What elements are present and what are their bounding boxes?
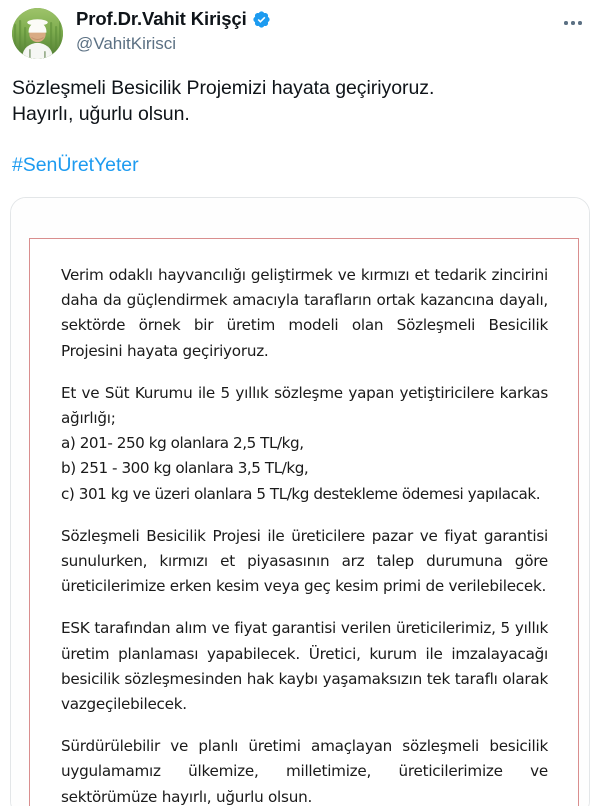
tweet-text-line-2: Hayırlı, uğurlu olsun. — [12, 102, 190, 125]
document-paragraph-5: Sürdürülebilir ve planlı üretimi amaçlayan sözleşmeli besicilik uygulamamız ülkemize, milletimize, üreticilerimize ve sektörümüze hayırlı, uğurlu olsun. — [61, 737, 548, 806]
document-list-item-c: c) 301 kg ve üzeri olanlara 5 TL/kg destekleme ödemesi yapılacak. — [61, 484, 541, 503]
document-paragraph-4: ESK tarafından alım ve fiyat garantisi verilen üreticilerimiz, 5 yıllık üretim planlaması yapabilecek. Üretici, kurum ile imzalayacağı besicilik sözleşmesinden hak kaybı yaşamaksızın tek taraflı olarak vazgeçilebilecek. — [61, 619, 548, 714]
document-paragraph-3: Sözleşmeli Besicilik Projesi ile üreticilere pazar ve fiyat garantisi sunulurken, kırmızı et piyasasının arz talep durumuna göre üreticilerimize erken kesim veya geç kesim primi de verilebilecek. — [61, 526, 548, 596]
avatar-image — [12, 8, 63, 59]
hashtag-link[interactable]: #SenÜretYeter — [12, 153, 139, 176]
tweet-text-line-1: Sözleşmeli Besicilik Projemizi hayata geçiriyoruz. — [12, 77, 435, 99]
author-name-row — [76, 10, 271, 29]
more-dot — [564, 21, 568, 25]
tweet-header — [0, 0, 600, 62]
document-sheet — [11, 198, 590, 806]
more-dot — [571, 21, 575, 25]
document-text-body — [30, 239, 578, 806]
tweet-hashtag-line — [12, 153, 588, 179]
text-spacer — [12, 127, 588, 153]
document-list-item-a: a) 201- 250 kg olanlara 2,5 TL/kg, — [61, 434, 304, 453]
verified-badge-icon — [252, 10, 271, 29]
author-identity — [76, 8, 271, 54]
display-name[interactable]: Prof.Dr.Vahit Kirişçi — [76, 8, 247, 30]
document-red-border-frame — [29, 238, 579, 806]
embedded-media-card[interactable] — [10, 197, 590, 806]
document-list-item-b: b) 251 - 300 kg olanlara 3,5 TL/kg, — [61, 459, 309, 478]
more-dot — [578, 21, 582, 25]
avatar[interactable] — [12, 8, 63, 59]
document-paragraph-1: Verim odaklı hayvancılığı geliştirmek ve kırmızı et tedarik zincirini daha da güçlendirmek amacıyla tarafların ortak kazancına dayalı, sektörde örnek bir üretim modeli olan Sözleşmeli Besicilik Projesini hayata geçiriyoruz. — [61, 266, 548, 360]
document-list-lead: Et ve Süt Kurumu ile 5 yıllık sözleşme yapan yetiştiricilere karkas ağırlığı; — [61, 383, 548, 428]
document-list-block — [61, 381, 548, 507]
more-options-icon[interactable] — [556, 12, 590, 34]
author-handle[interactable]: @VahitKirisci — [76, 34, 177, 53]
tweet-body-text — [0, 62, 600, 178]
